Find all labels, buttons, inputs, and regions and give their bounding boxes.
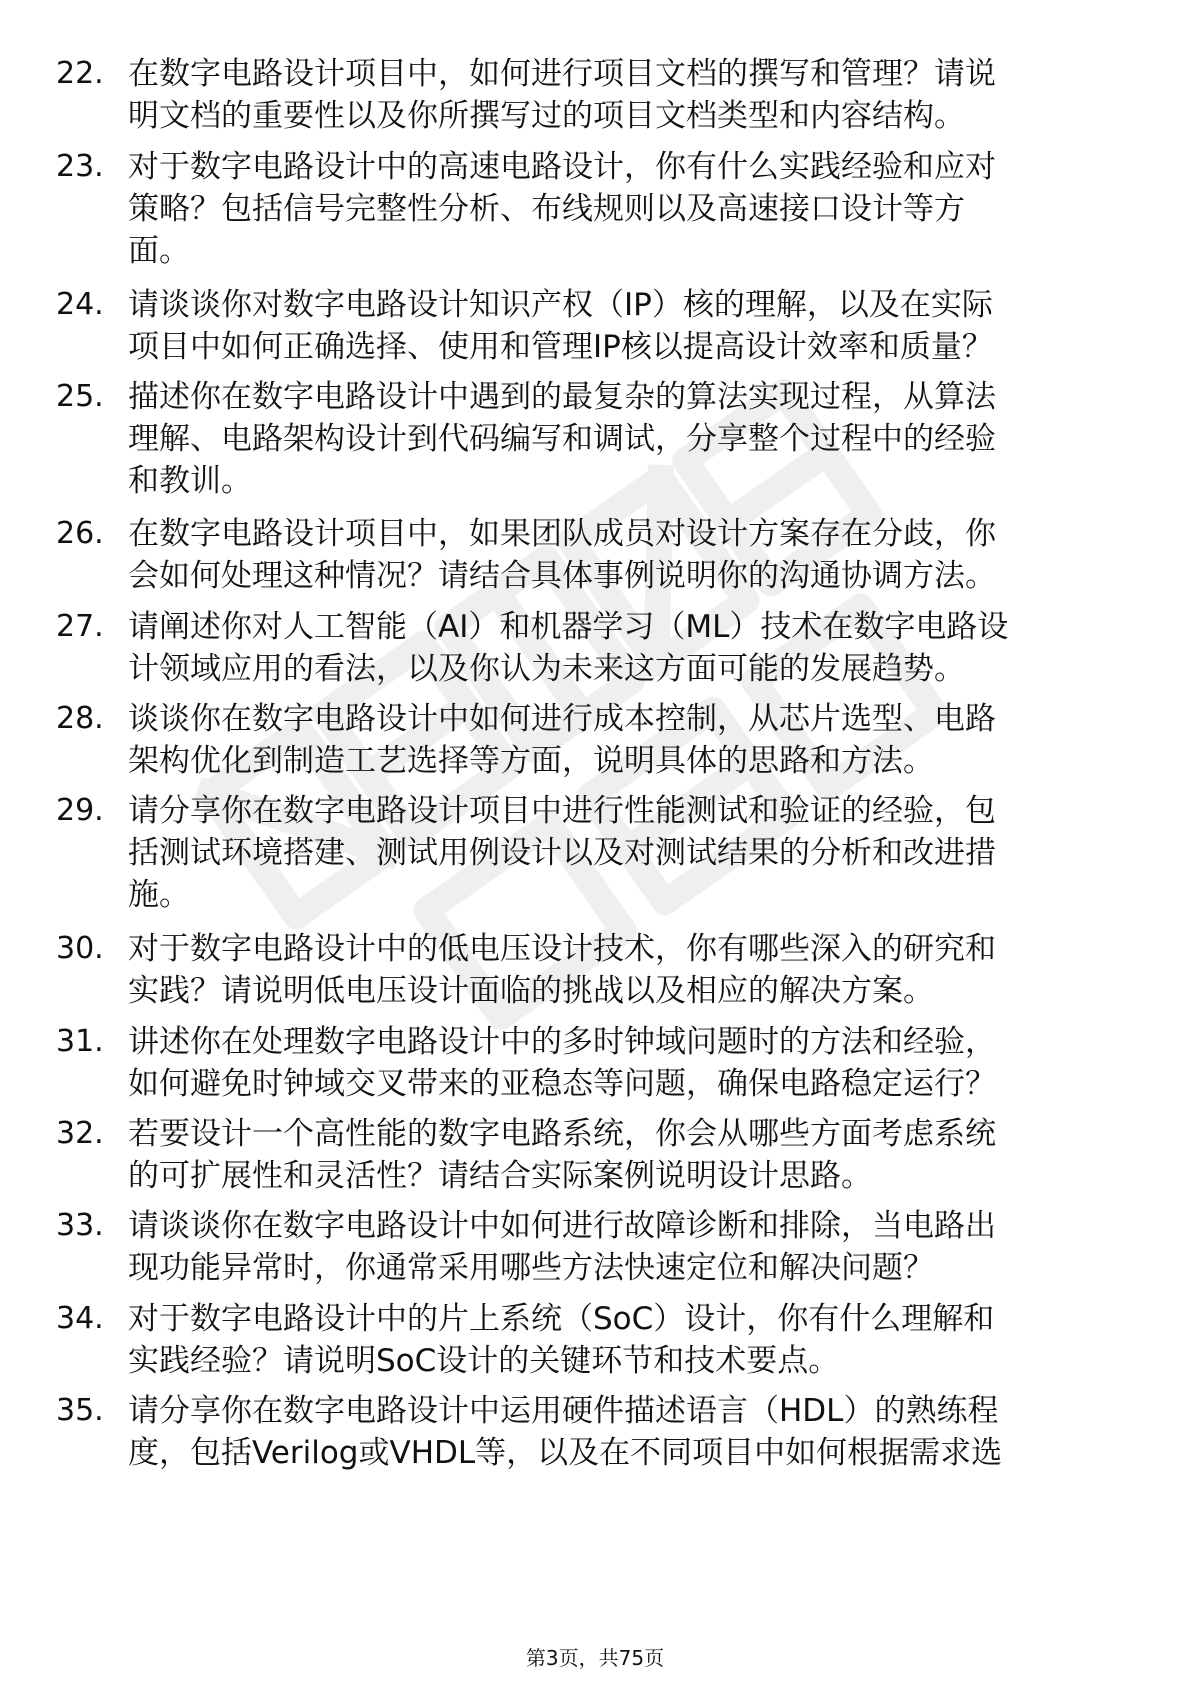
question-text-line: 计领域应用的看法，以及你认为未来这方面可能的发展趋势。 [128,651,965,687]
question-text-line: 描述你在数字电路设计中遇到的最复杂的算法实现过程，从算法 [128,379,996,415]
question-text-line: 明文档的重要性以及你所撰写过的项目文档类型和内容结构。 [128,98,965,134]
question-number: 32. [56,1116,104,1151]
question-text-line: 请分享你在数字电路设计项目中进行性能测试和验证的经验，包 [128,793,996,829]
question-text-line: 项目中如何正确选择、使用和管理IP核以提高设计效率和质量？ [128,329,993,365]
question-number: 31. [56,1024,104,1059]
question-text-line: 请分享你在数字电路设计中运用硬件描述语言（HDL）的熟练程 [128,1393,999,1429]
question-text-line: 对于数字电路设计中的高速电路设计，你有什么实践经验和应对 [128,149,996,185]
question-number: 26. [56,516,104,551]
question-text-line: 实践经验？请说明SoC设计的关键环节和技术要点。 [128,1343,840,1379]
question-number: 25. [56,379,104,414]
question-text-line: 在数字电路设计项目中，如果团队成员对设计方案存在分歧，你 [128,516,996,552]
question-number: 33. [56,1208,104,1243]
question-text-line: 对于数字电路设计中的片上系统（SoC）设计，你有什么理解和 [128,1301,995,1337]
question-text-line: 实践？请说明低电压设计面临的挑战以及相应的解决方案。 [128,973,934,1009]
question-text-line: 若要设计一个高性能的数字电路系统，你会从哪些方面考虑系统 [128,1116,996,1152]
page-footer: 第3页，共75页 [525,1646,665,1670]
question-text-line: 面。 [128,233,190,269]
question-number: 27. [56,609,104,644]
question-text-line: 架构优化到制造工艺选择等方面，说明具体的思路和方法。 [128,743,934,779]
question-text-line: 策略？包括信号完整性分析、布线规则以及高速接口设计等方 [128,191,965,227]
question-text-line: 在数字电路设计项目中，如何进行项目文档的撰写和管理？请说 [128,56,996,92]
question-text-line: 请谈谈你在数字电路设计中如何进行故障诊断和排除，当电路出 [128,1208,996,1244]
question-text-line: 如何避免时钟域交叉带来的亚稳态等问题，确保电路稳定运行？ [128,1066,996,1102]
question-number: 24. [56,287,104,322]
question-text-line: 的可扩展性和灵活性？请结合实际案例说明设计思路。 [128,1158,872,1194]
question-text-line: 讲述你在处理数字电路设计中的多时钟域问题时的方法和经验， [128,1024,996,1060]
question-number: 35. [56,1393,104,1428]
question-text-line: 现功能异常时，你通常采用哪些方法快速定位和解决问题？ [128,1250,934,1286]
question-number: 22. [56,56,104,91]
question-number: 29. [56,793,104,828]
question-text-line: 请阐述你对人工智能（AI）和机器学习（ML）技术在数字电路设 [128,609,1009,645]
question-text-line: 和教训。 [128,463,252,499]
question-text-line: 施。 [128,877,190,913]
question-text-line: 谈谈你在数字电路设计中如何进行成本控制，从芯片选型、电路 [128,701,996,737]
question-number: 30. [56,931,104,966]
question-text-line: 括测试环境搭建、测试用例设计以及对测试结果的分析和改进措 [128,835,996,871]
question-number: 34. [56,1301,104,1336]
question-text-line: 请谈谈你对数字电路设计知识产权（IP）核的理解，以及在实际 [128,287,993,323]
question-text-line: 对于数字电路设计中的低电压设计技术，你有哪些深入的研究和 [128,931,996,967]
question-number: 28. [56,701,104,736]
question-number: 23. [56,149,104,184]
question-text-line: 理解、电路架构设计到代码编写和调试，分享整个过程中的经验 [128,421,996,457]
question-text-line: 会如何处理这种情况？请结合具体事例说明你的沟通协调方法。 [128,558,996,594]
question-text-line: 度，包括Verilog或VHDL等，以及在不同项目中如何根据需求选 [128,1435,1003,1471]
